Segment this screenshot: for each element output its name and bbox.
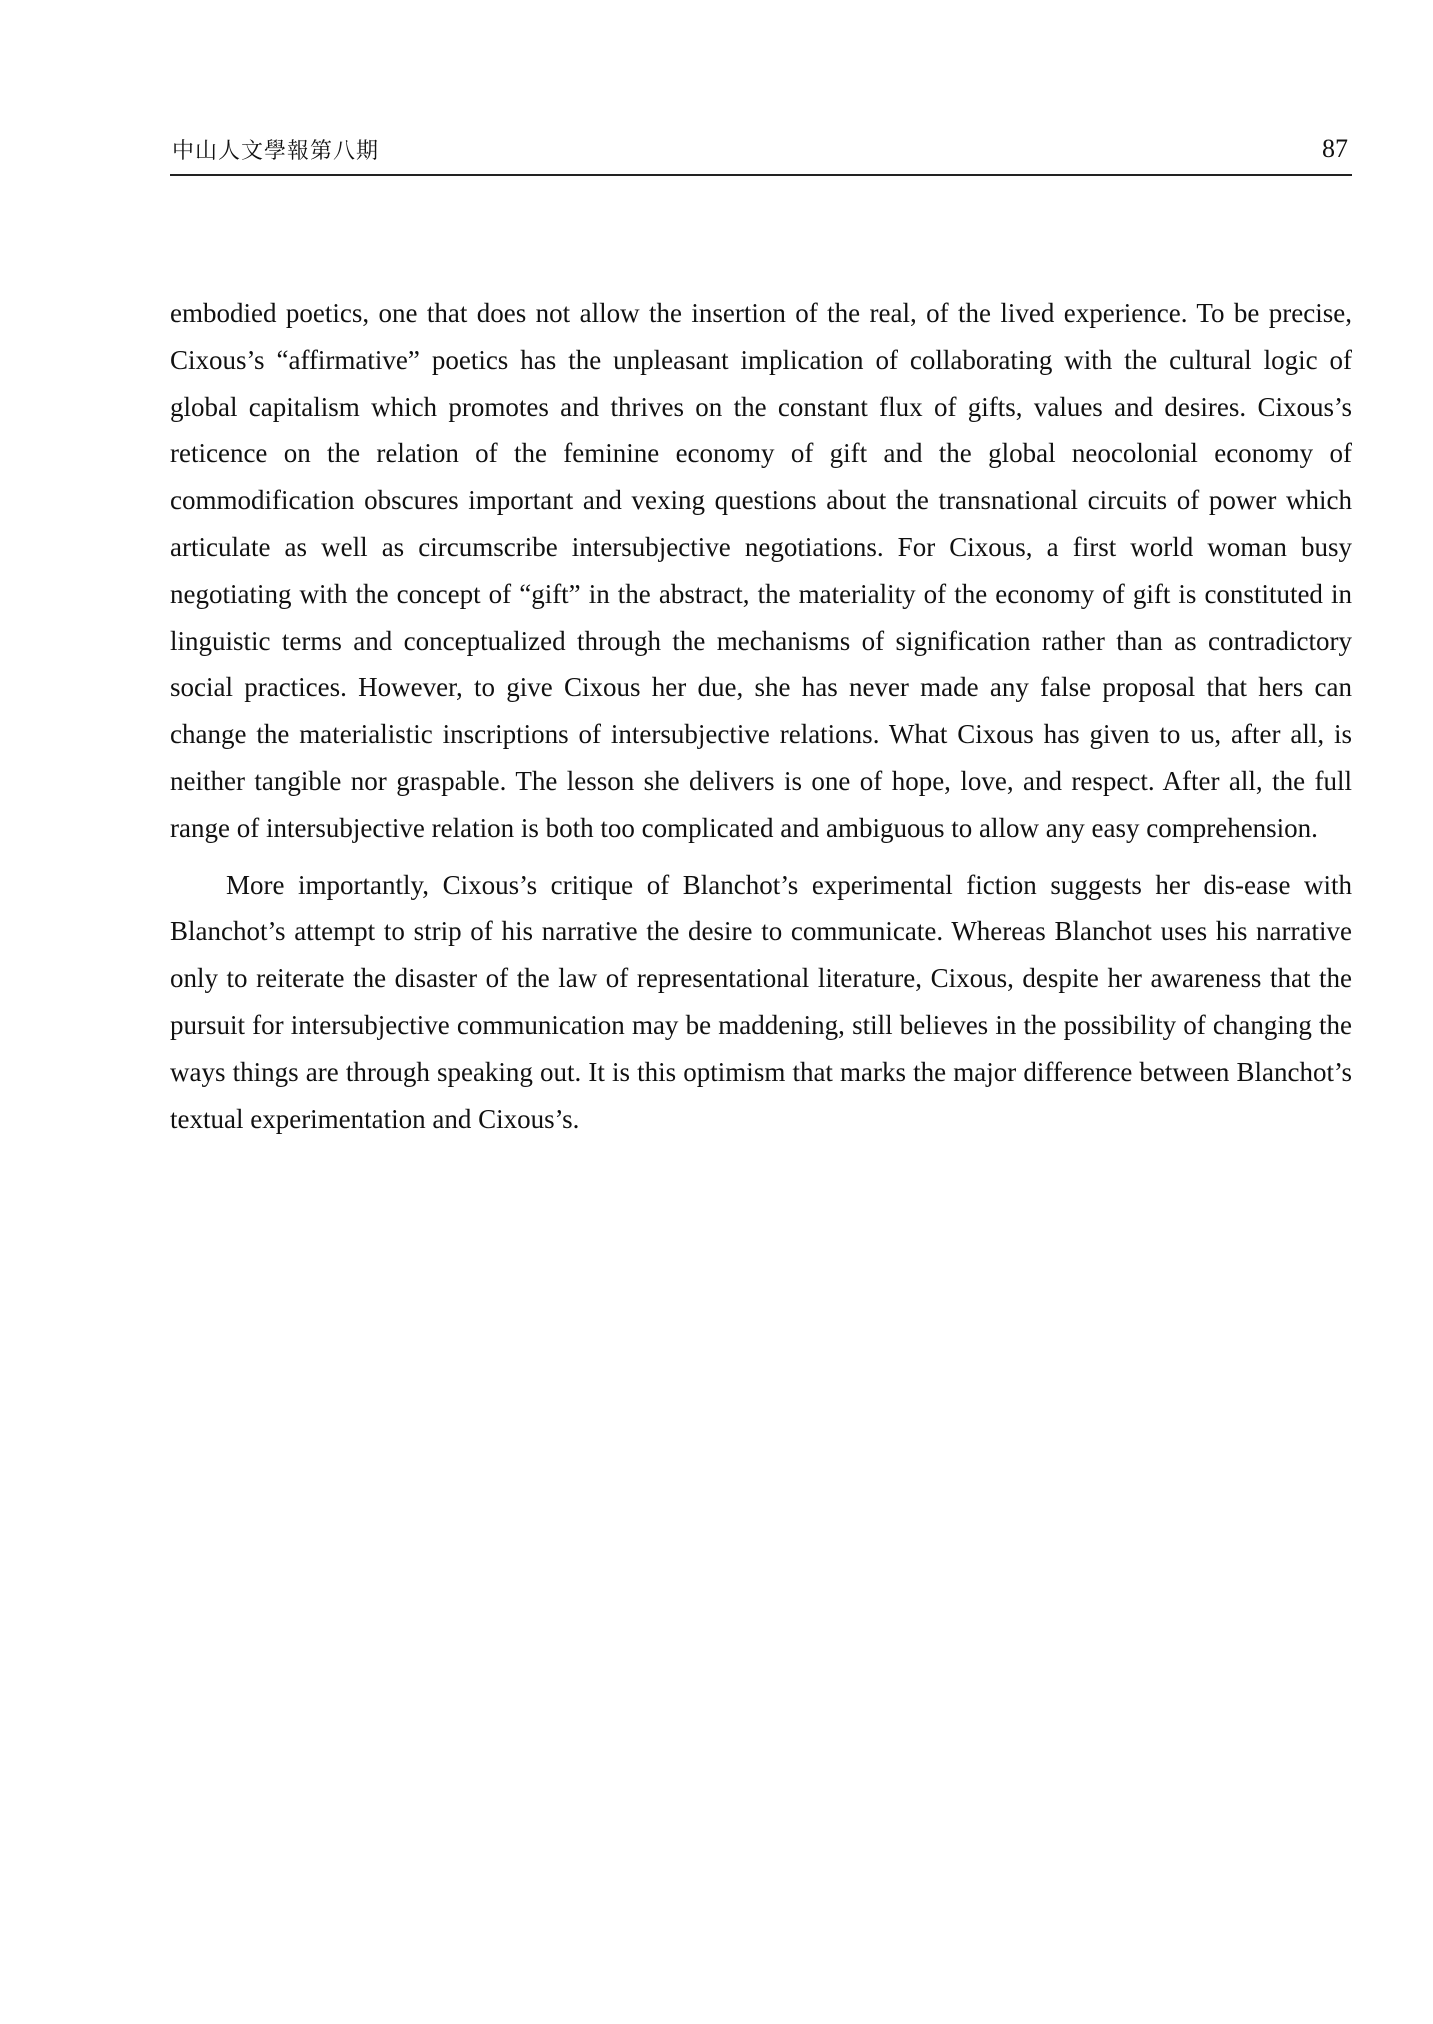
paragraph-continued: embodied poetics, one that does not allow the insertion of the real, of the lived experience. To be precise, Cixous’s “affirmative” poetics has the unpleasant implication of collaborating with the cultural logic of global capitalism which promotes and thrives on the constant flux of gifts, values and desires. Cixous’s reticence on the relation of the feminine economy of gift and the global neocolonial economy of commodification obscures important and vexing questions about the transnational circuits of power which articulate as well as circumscribe intersubjective negotiations. For Cixous, a first world woman busy negotiating with the concept of “gift” in the abstract, the materiality of the economy of gift is constituted in linguistic terms and conceptualized through the mechanisms of signification rather than as contradictory social practices. However, to give Cixous her due, she has never made any false proposal that hers can change the materialistic inscriptions of intersubjective relations. What Cixous has given to us, after all, is neither tangible nor graspable. The lesson she delivers is one of hope, love, and respect. After all, the full range of intersubjective relation is both too complicated and ambiguous to allow any easy comprehension.	[170, 298, 1352, 843]
body-text	[170, 290, 1352, 1152]
journal-title: 中山人文學報第八期	[172, 139, 380, 164]
paragraph: More importantly, Cixous’s critique of Blanchot’s experimental fiction suggests her dis-ease with Blanchot’s attempt to strip of his narrative the desire to communicate. Whereas Blanchot uses his narrative only to reiterate the disaster of the law of representational literature, Cixous, despite her awareness that the pursuit for intersubjective communication may be maddening, still believes in the possibility of changing the ways things are through speaking out. It is this optimism that marks the major difference between Blanchot’s textual experimentation and Cixous’s.	[170, 869, 1352, 1134]
running-header	[170, 130, 1352, 176]
page-number: 87	[1322, 134, 1348, 163]
